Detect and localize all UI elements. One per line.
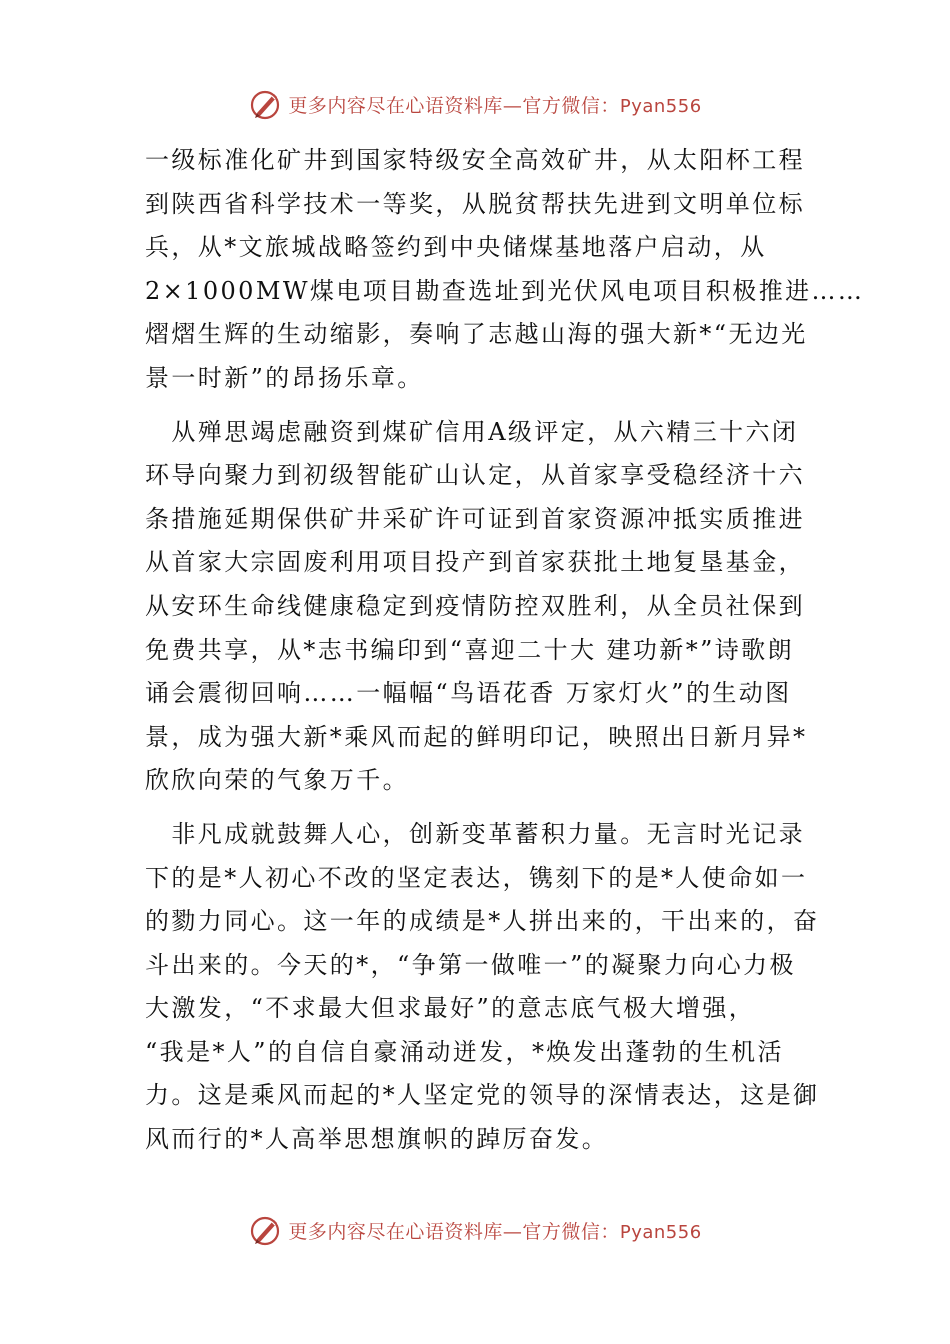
pen-logo-icon (248, 86, 284, 122)
text-line: 诵会震彻回响……一幅幅“鸟语花香 万家灯火”的生动图 (145, 679, 792, 708)
text-line: 熠熠生辉的生动缩影，奏响了志越山海的强大新*“无边光 (145, 320, 808, 349)
text-line: 下的是*人初心不改的坚定表达，镌刻下的是*人使命如一 (145, 863, 808, 892)
text-line: 从殚思竭虑融资到煤矿信用A级评定，从六精三十六闭 (145, 417, 799, 446)
paragraph (145, 411, 811, 803)
banner-text: 更多内容尽在心语资料库—官方微信：Pyan556 (288, 94, 702, 117)
wechat-id: Pyan556 (619, 95, 702, 117)
text-line: 免费共享，从*志书编印到“喜迎二十大 建功新*”诗歌朗 (145, 635, 794, 664)
document-body (145, 139, 865, 1162)
text-line: 斗出来的。今天的*，“争第一做唯一”的凝聚力向心力极 (145, 950, 796, 979)
paragraph (145, 139, 865, 401)
text-line: 非凡成就鼓舞人心，创新变革蓄积力量。无言时光记录 (145, 819, 805, 848)
paragraph (145, 813, 820, 1162)
footer-watermark-banner (0, 1210, 950, 1250)
text-line: “我是*人”的自信自豪涌动迸发，*焕发出蓬勃的生机活 (145, 1037, 784, 1066)
wechat-id: Pyan556 (619, 1221, 702, 1243)
text-line: 一级标准化矿井到国家特级安全高效矿井，从太阳杯工程 (145, 146, 805, 174)
text-line: 景，成为强大新*乘风而起的鲜明印记，映照出日新月异* (145, 722, 808, 751)
text-line: 风而行的*人高举思想旗帜的踔厉奋发。 (145, 1125, 609, 1154)
text-line: 从安环生命线健康稳定到疫情防控双胜利，从全员社保到 (145, 591, 805, 620)
text-line: 2×1000MW煤电项目勘查选址到光伏风电项目积极推进…… (145, 276, 865, 305)
text-line: 到陕西省科学技术一等奖，从脱贫帮扶先进到文明单位标 (145, 189, 805, 218)
text-line: 环导向聚力到初级智能矿山认定，从首家享受稳经济十六 (145, 461, 805, 490)
banner-text: 更多内容尽在心语资料库—官方微信：Pyan556 (288, 1220, 702, 1243)
text-line: 欣欣向荣的气象万千。 (145, 766, 409, 795)
text-line: 力。这是乘风而起的*人坚定党的领导的深情表达，这是御 (145, 1081, 820, 1110)
text-line: 从首家大宗固废利用项目投产到首家获批土地复垦基金， (145, 548, 805, 577)
text-line: 景一时新”的昂扬乐章。 (145, 363, 424, 392)
pen-logo-icon (248, 1212, 284, 1248)
header-watermark-banner (0, 84, 950, 124)
text-line: 兵，从*文旅城战略签约到中央储煤基地落户启动，从 (145, 233, 767, 262)
text-line: 大激发，“不求最大但求最好”的意志底气极大增强， (145, 994, 756, 1023)
text-line: 条措施延期保供矿井采矿许可证到首家资源冲抵实质推进 (145, 504, 805, 533)
text-line: 的勠力同心。这一年的成绩是*人拼出来的，干出来的，奋 (145, 907, 820, 936)
